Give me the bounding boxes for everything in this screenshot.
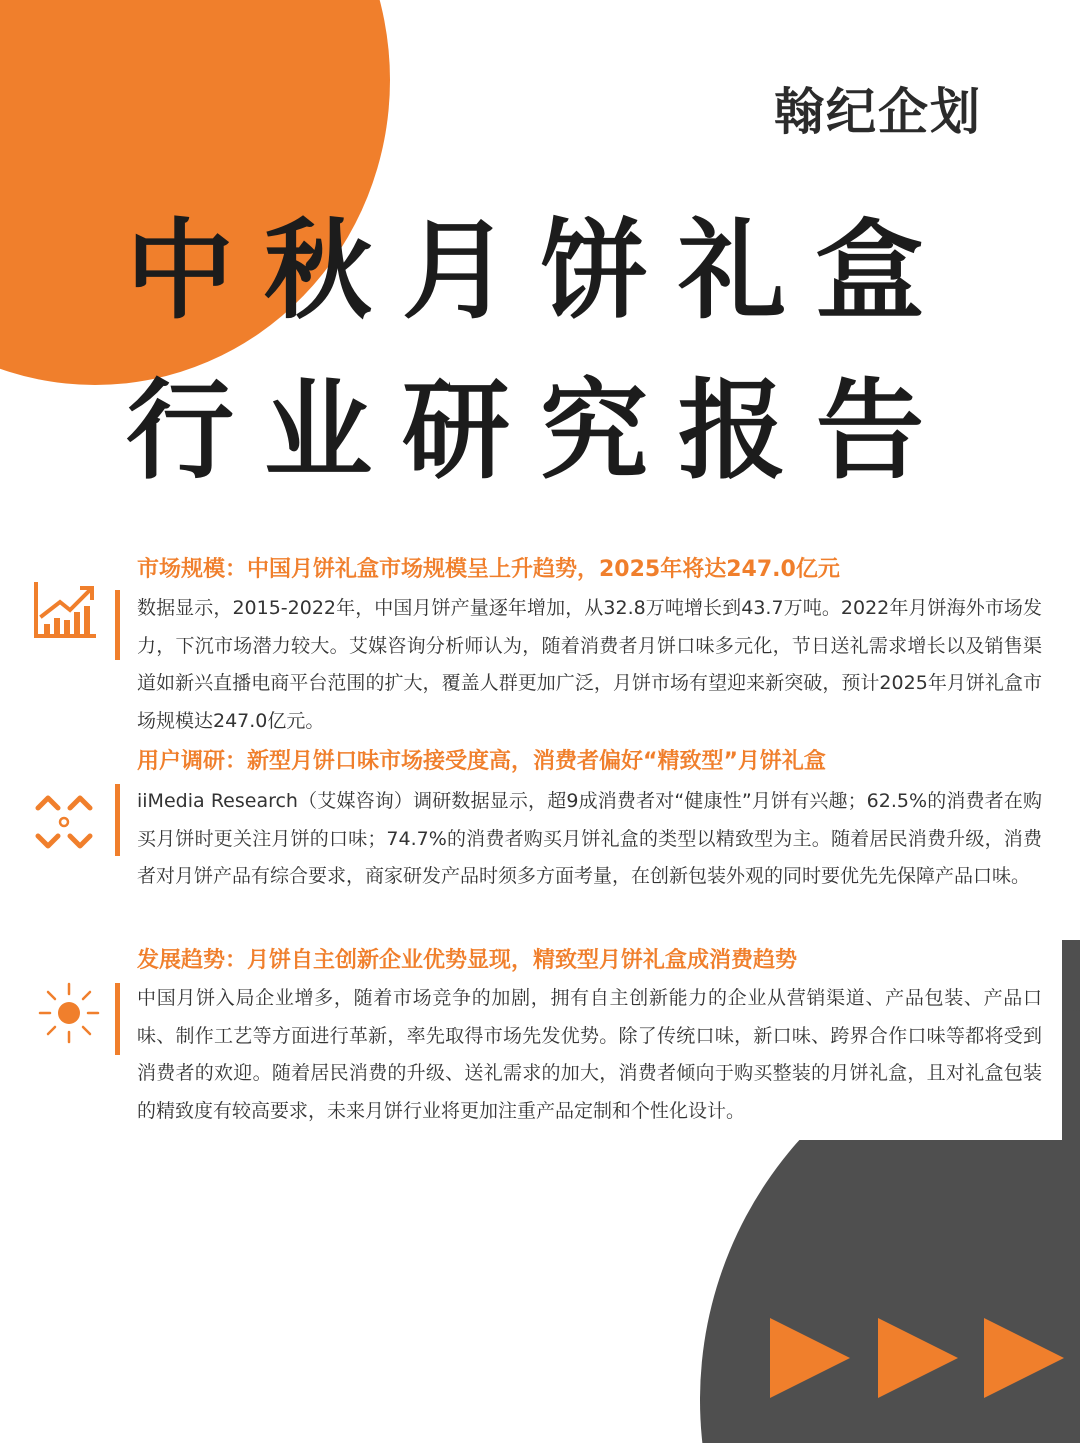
play-arrow-icon xyxy=(878,1318,958,1398)
brand-name: 翰纪企划 xyxy=(774,83,982,141)
section-heading-trend: 发展趋势：月饼自主创新企业优势显现，精致型月饼礼盒成消费趋势 xyxy=(137,948,798,973)
accent-bar xyxy=(115,784,120,856)
play-arrows-decoration xyxy=(770,1318,1070,1398)
section-heading-market-size: 市场规模：中国月饼礼盒市场规模呈上升趋势，2025年将达247.0亿元 xyxy=(137,557,840,582)
section-body-trend: 中国月饼入局企业增多，随着市场竞争的加剧，拥有自主创新能力的企业从营销渠道、产品包装、产品口味、制作工艺等方面进行革新，率先取得市场先发优势。除了传统口味，新口味、跨界合作口味等都将受到消费者的欢迎。随着居民消费的升级、送礼需求的加大，消费者倾向于购买整装的月饼礼盒，且对礼盒包装的精致度有较高要求，未来月饼行业将更加注重产品定制和个性化设计。 xyxy=(137,987,1042,1122)
accent-bar xyxy=(115,590,120,660)
play-arrow-icon xyxy=(770,1318,850,1398)
play-arrow-icon xyxy=(984,1318,1064,1398)
bar-chart-growth-icon xyxy=(32,580,98,640)
target-arrows-icon xyxy=(32,790,96,854)
section-body-market-size: 数据显示，2015-2022年，中国月饼产量逐年增加，从32.8万吨增长到43.7万吨。2022年月饼海外市场发力，下沉市场潜力较大。艾媒咨询分析师认为，随着消费者月饼口味多元化，节日送礼需求增长以及销售渠道如新兴直播电商平台范围的扩大，覆盖人群更加广泛，月饼市场有望迎来新突破，预计2025年月饼礼盒市场规模达247.0亿元。 xyxy=(137,597,1042,732)
section-heading-user-research: 用户调研：新型月饼口味市场接受度高，消费者偏好“精致型”月饼礼盒 xyxy=(137,749,826,774)
sun-icon xyxy=(36,980,102,1046)
title-line-2: 行业研究报告 xyxy=(125,369,954,494)
accent-bar xyxy=(115,983,120,1055)
section-body-user-research: iiMedia Research（艾媒咨询）调研数据显示，超9成消费者对“健康性”月饼有兴趣；62.5%的消费者在购买月饼时更关注月饼的口味；74.7%的消费者购买月饼礼盒的类型以精致型为主。随着居民消费升级，消费者对月饼产品有综合要求，商家研发产品时须多方面考量，在创新包装外观的同时要优先先保障产品口味。 xyxy=(137,790,1042,887)
title-line-1: 中秋月饼礼盒 xyxy=(125,209,954,334)
